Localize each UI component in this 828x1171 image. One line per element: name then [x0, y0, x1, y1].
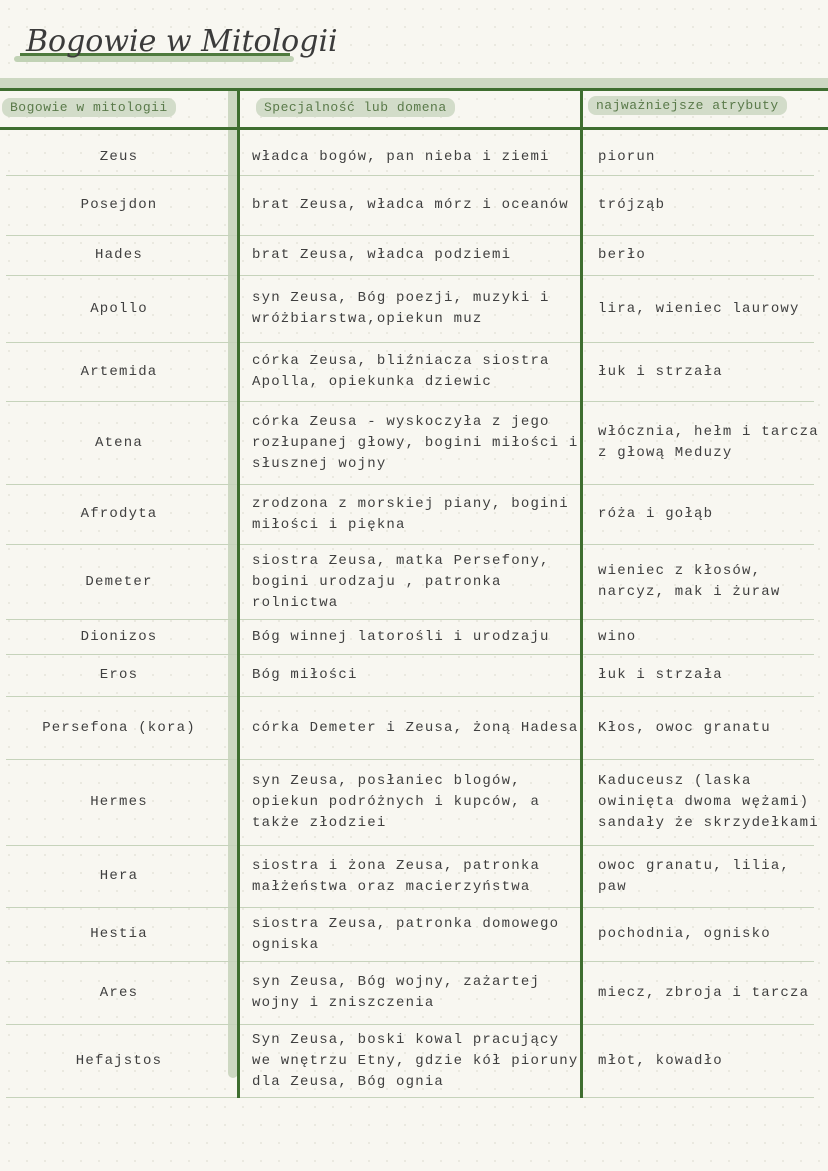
- god-name: Zeus: [99, 149, 139, 165]
- god-name: Artemida: [80, 363, 158, 380]
- god-name: Hermes: [90, 794, 148, 810]
- god-attributes: Kaduceusz (laska owinięta dwoma wężami) sandały że skrzydełkami: [598, 773, 819, 831]
- page-title: Bogowie w Mitologii: [26, 24, 338, 59]
- god-domain: córka Demeter i Zeusa, żoną Hadesa: [252, 719, 579, 736]
- table-row: [6, 140, 814, 176]
- god-name: Apollo: [90, 300, 148, 317]
- god-attributes: wino: [598, 628, 637, 645]
- god-attributes: młot, kowadło: [598, 1052, 723, 1069]
- table-row: [6, 485, 814, 545]
- god-domain: brat Zeusa, władca podziemi: [252, 247, 512, 263]
- god-domain: córka Zeusa - wyskoczyła z jego rozłupanej głowy, bogini miłości i słusznej wojny: [252, 413, 579, 472]
- god-attributes: lira, wieniec laurowy: [598, 300, 800, 317]
- god-attributes: łuk i strzała: [598, 667, 723, 683]
- table-row: [6, 697, 814, 760]
- god-name: Atena: [94, 434, 143, 451]
- god-domain: Bóg miłości: [252, 667, 358, 683]
- god-name: Hades: [94, 247, 143, 263]
- table-row: [6, 655, 814, 697]
- god-name: Eros: [99, 667, 139, 683]
- header-domain: Specjalność lub domena: [256, 98, 455, 117]
- god-domain: Bóg winnej latorośli i urodzaju: [252, 628, 550, 645]
- table-row: [6, 846, 814, 908]
- table-row: [6, 343, 814, 402]
- god-domain: syn Zeusa, Bóg wojny, zażartej wojny i zniszczenia: [252, 974, 541, 1011]
- god-domain: zrodzona z morskiej piany, bogini miłości i piękna: [252, 495, 569, 533]
- god-name: Afrodyta: [80, 506, 158, 522]
- god-domain: siostra i żona Zeusa, patronka małżeństwa oraz macierzyństwa: [252, 857, 541, 895]
- table-row: [6, 402, 819, 485]
- table-row: [6, 276, 814, 343]
- god-name: Hera: [99, 868, 139, 884]
- god-attributes: wieniec z kłosów, narcyz, mak i żuraw: [598, 563, 781, 600]
- god-name: Hefajstos: [75, 1052, 163, 1069]
- header-attributes: najważniejsze atrybuty: [588, 96, 787, 115]
- god-name: Posejdon: [80, 197, 158, 213]
- god-name: Ares: [99, 984, 139, 1001]
- god-attributes: łuk i strzała: [598, 363, 723, 380]
- god-attributes: włócznia, hełm i tarcza z głową Meduzy: [598, 424, 819, 461]
- column-divider-1: [237, 88, 240, 1098]
- god-name: Dionizos: [80, 628, 158, 645]
- god-name: Hestia: [90, 926, 148, 942]
- column-divider-2: [580, 88, 583, 1098]
- header-highlight-bar: [0, 78, 828, 88]
- god-domain: syn Zeusa, posłaniec blogów, opiekun podróżnych i kupców, a także złodziei: [252, 773, 541, 831]
- god-attributes: piorun: [598, 149, 656, 165]
- table-row: [6, 908, 814, 962]
- table-row: [6, 962, 814, 1025]
- god-domain: władca bogów, pan nieba i ziemi: [252, 149, 550, 165]
- table-top-border: [0, 88, 828, 91]
- god-domain: brat Zeusa, władca mórz i oceanów: [252, 197, 569, 213]
- table-row: [6, 545, 814, 620]
- god-domain: syn Zeusa, Bóg poezji, muzyki i wróżbiarstwa,opiekun muz: [252, 290, 550, 327]
- god-attributes: owoc granatu, lilia, paw: [598, 857, 791, 895]
- header-bottom-border: [0, 127, 828, 130]
- table-row: [6, 176, 814, 236]
- table-row: [6, 236, 814, 276]
- god-name: Persefona (kora): [42, 719, 196, 736]
- header-gods: Bogowie w mitologii: [2, 98, 176, 117]
- god-name: Demeter: [85, 573, 153, 590]
- god-domain: siostra Zeusa, patronka domowego ogniska: [252, 915, 560, 953]
- god-attributes: Kłos, owoc granatu: [598, 719, 771, 736]
- god-domain: siostra Zeusa, matka Persefony, bogini urodzaju , patronka rolnictwa: [252, 552, 550, 611]
- table-row: [6, 760, 819, 846]
- god-attributes: pochodnia, ognisko: [598, 926, 771, 942]
- god-domain: Syn Zeusa, boski kowal pracujący we wnętrzu Etny, gdzie kół pioruny dla Zeusa, Bóg ognia: [252, 1031, 579, 1090]
- god-attributes: róża i gołąb: [598, 506, 714, 522]
- table-row: [6, 1025, 814, 1098]
- god-domain: córka Zeusa, bliźniacza siostra Apolla, opiekunka dziewic: [252, 353, 550, 390]
- god-attributes: trójząb: [598, 197, 666, 213]
- table-row: [6, 620, 814, 655]
- god-attributes: miecz, zbroja i tarcza: [598, 984, 810, 1001]
- god-attributes: berło: [598, 247, 647, 263]
